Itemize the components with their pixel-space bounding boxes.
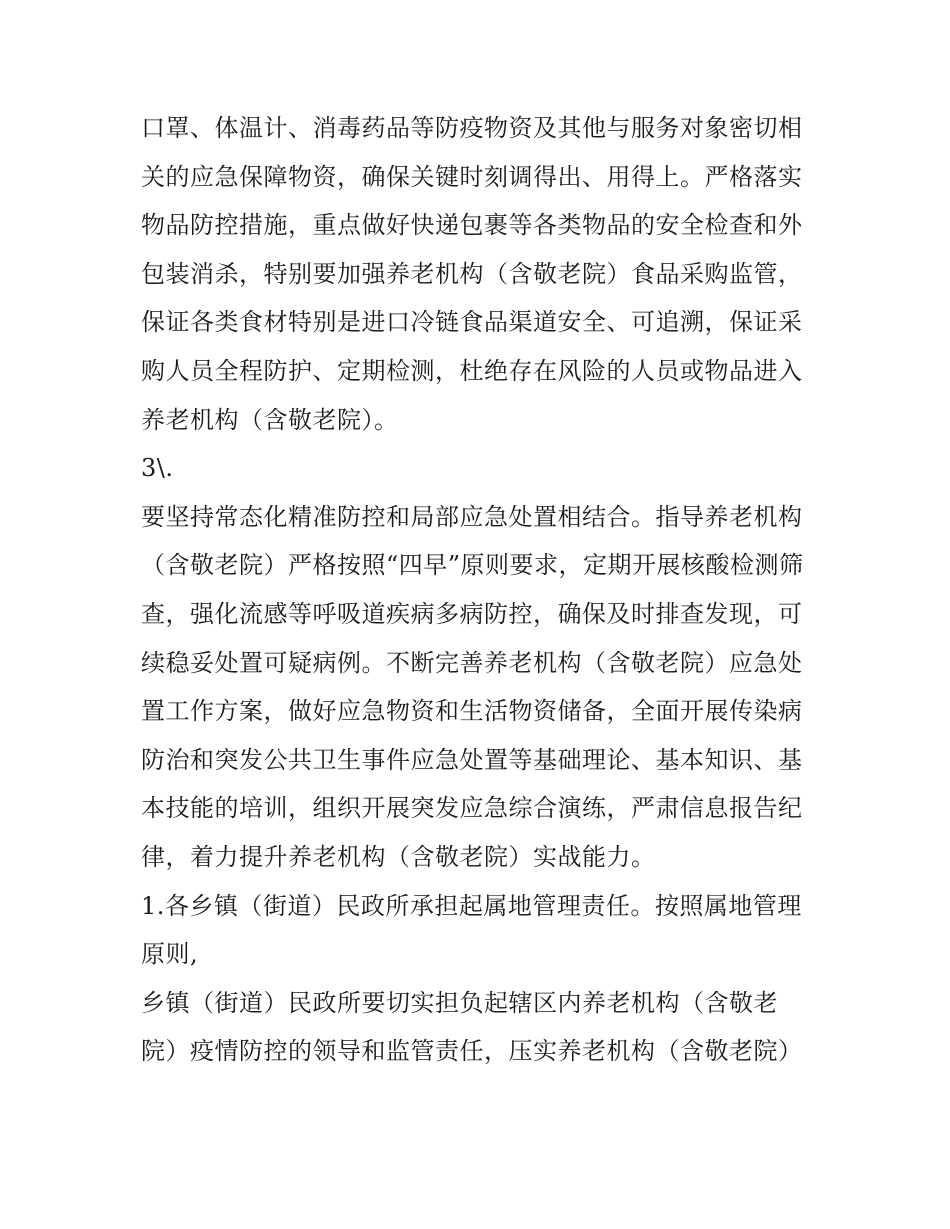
- text-line: 要坚持常态化精准防控和局部应急处置相结合。指导养老机构: [141, 502, 803, 531]
- text-line: 置工作方案，做好应急物资和生活物资储备，全面开展传染病: [141, 697, 803, 726]
- text-line: 防治和突发公共卫生事件应急处置等基础理论、基本知识、基: [141, 745, 803, 774]
- section-number: 3\.: [141, 454, 174, 483]
- numbered-item: 1.各乡镇（街道）民政所承担起属地管理责任。按照属地管理: [141, 891, 802, 920]
- text-line: 保证各类食材特别是进口冷链食品渠道安全、可追溯，保证采: [141, 308, 803, 337]
- text-line: 养老机构（含敬老院）。: [141, 405, 399, 434]
- text-line: 律，着力提升养老机构（含敬老院）实战能力。: [141, 842, 656, 871]
- text-line: 物品防控措施，重点做好快递包裹等各类物品的安全检查和外: [141, 211, 803, 240]
- text-line: 口罩、体温计、消毒药品等防疫物资及其他与服务对象密切相: [141, 114, 803, 142]
- text-line: 原则,: [141, 940, 199, 969]
- body-text: [141, 104, 821, 1076]
- text-line: 包装消杀，特别要加强养老机构（含敬老院）食品采购监管，: [141, 259, 803, 288]
- text-line: 乡镇（街道）民政所要切实担负起辖区内养老机构（含敬老: [141, 988, 778, 1017]
- text-line: 本技能的培训，组织开展突发应急综合演练，严肃信息报告纪: [141, 794, 803, 823]
- text-line: 续稳妥处置可疑病例。不断完善养老机构（含敬老院）应急处: [141, 648, 803, 677]
- text-line: 关的应急保障物资，确保关键时刻调得出、用得上。严格落实: [141, 162, 803, 191]
- text-line: （含敬老院）严格按照“四早”原则要求，定期开展核酸检测筛: [141, 551, 804, 580]
- text-line: 购人员全程防护、定期检测，杜绝存在风险的人员或物品进入: [141, 356, 803, 385]
- text-line: 院）疫情防控的领导和监管责任，压实养老机构（含敬老院）: [141, 1037, 803, 1066]
- text-line: 查，强化流感等呼吸道疾病多病防控，确保及时排查发现，可: [141, 599, 803, 628]
